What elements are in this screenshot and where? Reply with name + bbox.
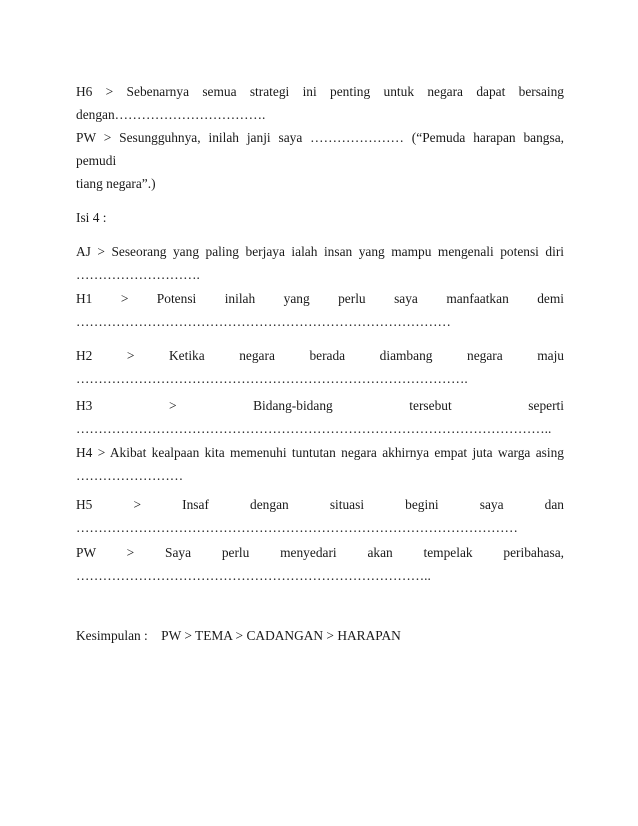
- paragraph-line: …………………………………………………………………………: [76, 314, 451, 329]
- paragraph-h4: [76, 441, 564, 487]
- section-heading-isi-4: Isi 4 :: [76, 210, 107, 225]
- conclusion-line: Kesimpulan : PW > TEMA > CADANGAN > HARAPAN: [76, 628, 401, 643]
- paragraph-h3: [76, 394, 564, 440]
- paragraph-h5: [76, 493, 564, 539]
- paragraph-pw-1: [76, 126, 564, 195]
- paragraph-line: tiang negara”.): [76, 176, 156, 191]
- paragraph-line: H2 > Ketika negara berada diambang negara maju: [76, 348, 564, 363]
- paragraph-pw-2: [76, 541, 564, 587]
- paragraph-line: PW > Sesungguhnya, inilah janji saya ………………… (“Pemuda harapan bangsa, pemudi: [76, 130, 564, 168]
- paragraph-line: dengan…………………………….: [76, 107, 266, 122]
- paragraph-line: H5 > Insaf dengan situasi begini saya dan: [76, 497, 564, 512]
- paragraph-line: ………………………………………………………………………………………: [76, 520, 518, 535]
- paragraph-line: ……………………………………………………………………………………………..: [76, 421, 552, 436]
- paragraph-line: AJ > Seseorang yang paling berjaya ialah insan yang mampu mengenali potensi diri: [76, 244, 564, 259]
- paragraph-h1: [76, 287, 564, 333]
- paragraph-line: H6 > Sebenarnya semua strategi ini penting untuk negara dapat bersaing: [76, 84, 564, 99]
- paragraph-line: H4 > Akibat kealpaan kita memenuhi tuntutan negara akhirnya empat juta warga asing: [76, 445, 564, 460]
- paragraph-line: ……………………: [76, 468, 184, 483]
- paragraph-line: PW > Saya perlu menyedari akan tempelak peribahasa,: [76, 545, 564, 560]
- paragraph-line: …………………………………………………………………………….: [76, 371, 468, 386]
- paragraph-aj: [76, 240, 564, 286]
- paragraph-line: ……………………….: [76, 267, 200, 282]
- paragraph-line: H3 > Bidang-bidang tersebut seperti: [76, 398, 564, 413]
- paragraph-h6: [76, 80, 564, 126]
- paragraph-line: H1 > Potensi inilah yang perlu saya manfaatkan demi: [76, 291, 564, 306]
- paragraph-line: ……………………………………………………………………..: [76, 568, 431, 583]
- paragraph-h2: [76, 344, 564, 390]
